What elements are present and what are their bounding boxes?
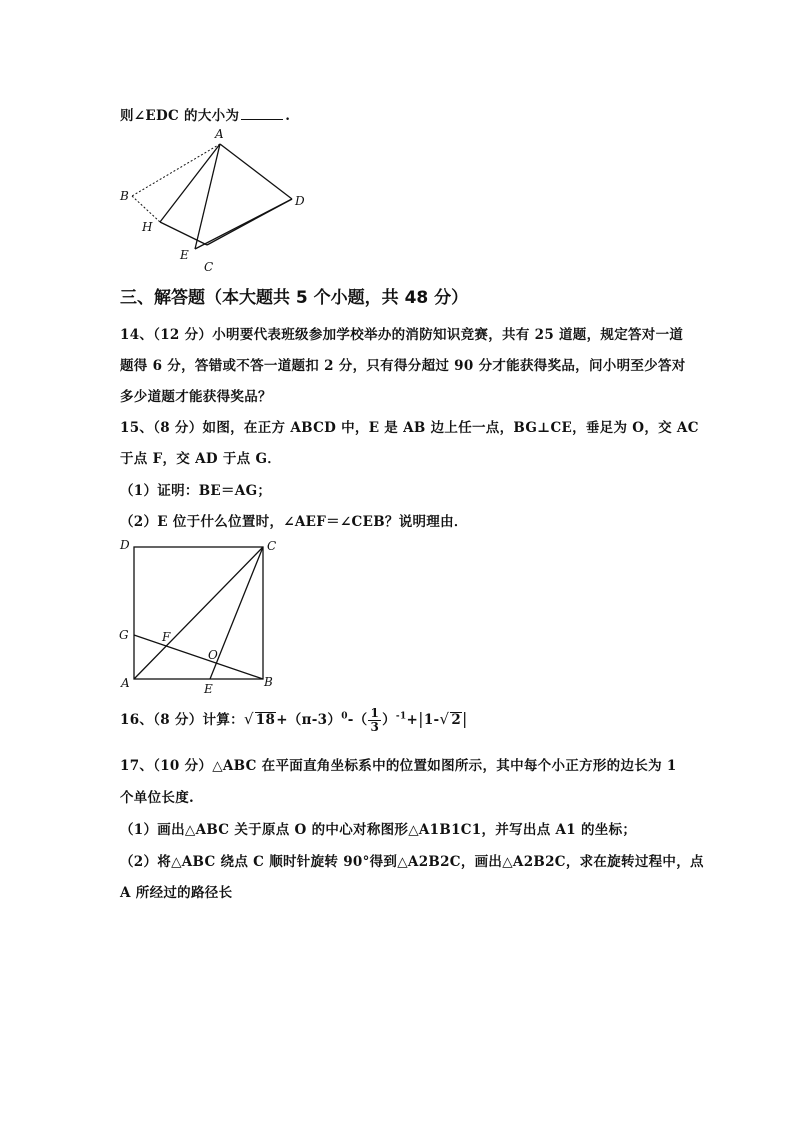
q16-plus: +: [406, 712, 419, 728]
label-e: E: [180, 248, 189, 262]
fraction-numerator: 1: [370, 706, 380, 720]
answer-blank: [241, 107, 283, 120]
label-e: E: [204, 682, 213, 696]
sqrt-18: 18: [255, 712, 276, 728]
label-a: A: [121, 676, 130, 690]
q16-close-paren: ）: [382, 712, 396, 728]
q16-pi-term: +（π-3）: [276, 712, 342, 728]
q16-line: [120, 707, 468, 734]
q13-tail-period: .: [285, 108, 291, 124]
q14-line-1: 14、（12 分）小明要代表班级参加学校举办的消防知识竞赛，共有 25 道题，规定答对一道: [120, 327, 684, 343]
figure-quadrilateral: [110, 128, 310, 278]
exponent-zero: 0: [341, 711, 348, 722]
label-g: G: [119, 628, 129, 642]
seg-de: [195, 199, 292, 249]
q14-line-2: 题得 6 分，答错或不答一道题扣 2 分，只有得分超过 90 分才能获得奖品，问小明至少答对: [120, 358, 686, 374]
q17-part-1: （1）画出△ABC 关于原点 O 的中心对称图形△A1B1C1，并写出点 A1 的坐标；: [120, 822, 637, 838]
label-b: B: [120, 189, 129, 203]
figure-square: [115, 535, 295, 700]
seg-ad: [220, 144, 292, 199]
seg-ce: [210, 547, 263, 679]
q16-minus: -（: [347, 712, 368, 728]
q17-line-2: 个单位长度.: [120, 790, 194, 806]
abs-bar-left: |: [418, 709, 424, 728]
label-c: C: [267, 539, 277, 553]
sqrt-symbol: √: [243, 710, 254, 728]
q16-prefix: 16、（8 分）计算：: [120, 712, 244, 728]
q15-part-1: （1）证明：BE＝AG；: [120, 483, 272, 499]
q14-line-3: 多少道题才能获得奖品？: [120, 389, 272, 405]
q15-line-1: 15、（8 分）如图，在正方 ABCD 中，E 是 AB 边上任一点，BG⊥CE，垂足为 O，交 AC: [120, 420, 699, 436]
label-c: C: [204, 260, 214, 274]
sqrt-2: 2: [451, 712, 462, 728]
label-o: O: [208, 648, 218, 662]
seg-bh-dashed: [132, 196, 160, 222]
q15-line-2: 于点 F，交 AD 于点 G．: [120, 451, 282, 467]
q15-part-2: （2）E 位于什么位置时，∠AEF＝∠CEB？说明理由．: [120, 514, 468, 530]
sqrt-symbol: √: [439, 710, 450, 728]
section-title: 三、解答题（本大题共 5 个小题，共 48 分）: [120, 288, 469, 308]
label-d: D: [120, 538, 130, 552]
q13-tail-text: 则∠EDC 的大小为: [120, 108, 240, 124]
seg-ac: [134, 547, 263, 679]
label-f: F: [162, 630, 171, 644]
label-h: H: [142, 220, 153, 234]
seg-gb: [134, 635, 263, 679]
q17-part-2-line-2: A 所经过的路径长: [120, 885, 233, 901]
label-a: A: [215, 127, 224, 141]
fraction-one-third: [368, 707, 381, 734]
abs-inner: 1-: [423, 712, 440, 728]
q13-tail: [120, 104, 290, 124]
abs-bar-right: |: [462, 709, 468, 728]
q17-line-1: 17、（10 分）△ABC 在平面直角坐标系中的位置如图所示，其中每个小正方形的边长为 1: [120, 758, 677, 774]
exponent-negative-one: -1: [395, 711, 407, 722]
seg-ab-dashed: [132, 144, 220, 196]
q17-part-2-line-1: （2）将△ABC 绕点 C 顺时针旋转 90°得到△A2B2C，画出△A2B2C，求在旋转过程中，点: [120, 854, 704, 870]
label-d: D: [295, 194, 305, 208]
fraction-denominator: 3: [370, 720, 380, 734]
label-b: B: [264, 675, 273, 689]
